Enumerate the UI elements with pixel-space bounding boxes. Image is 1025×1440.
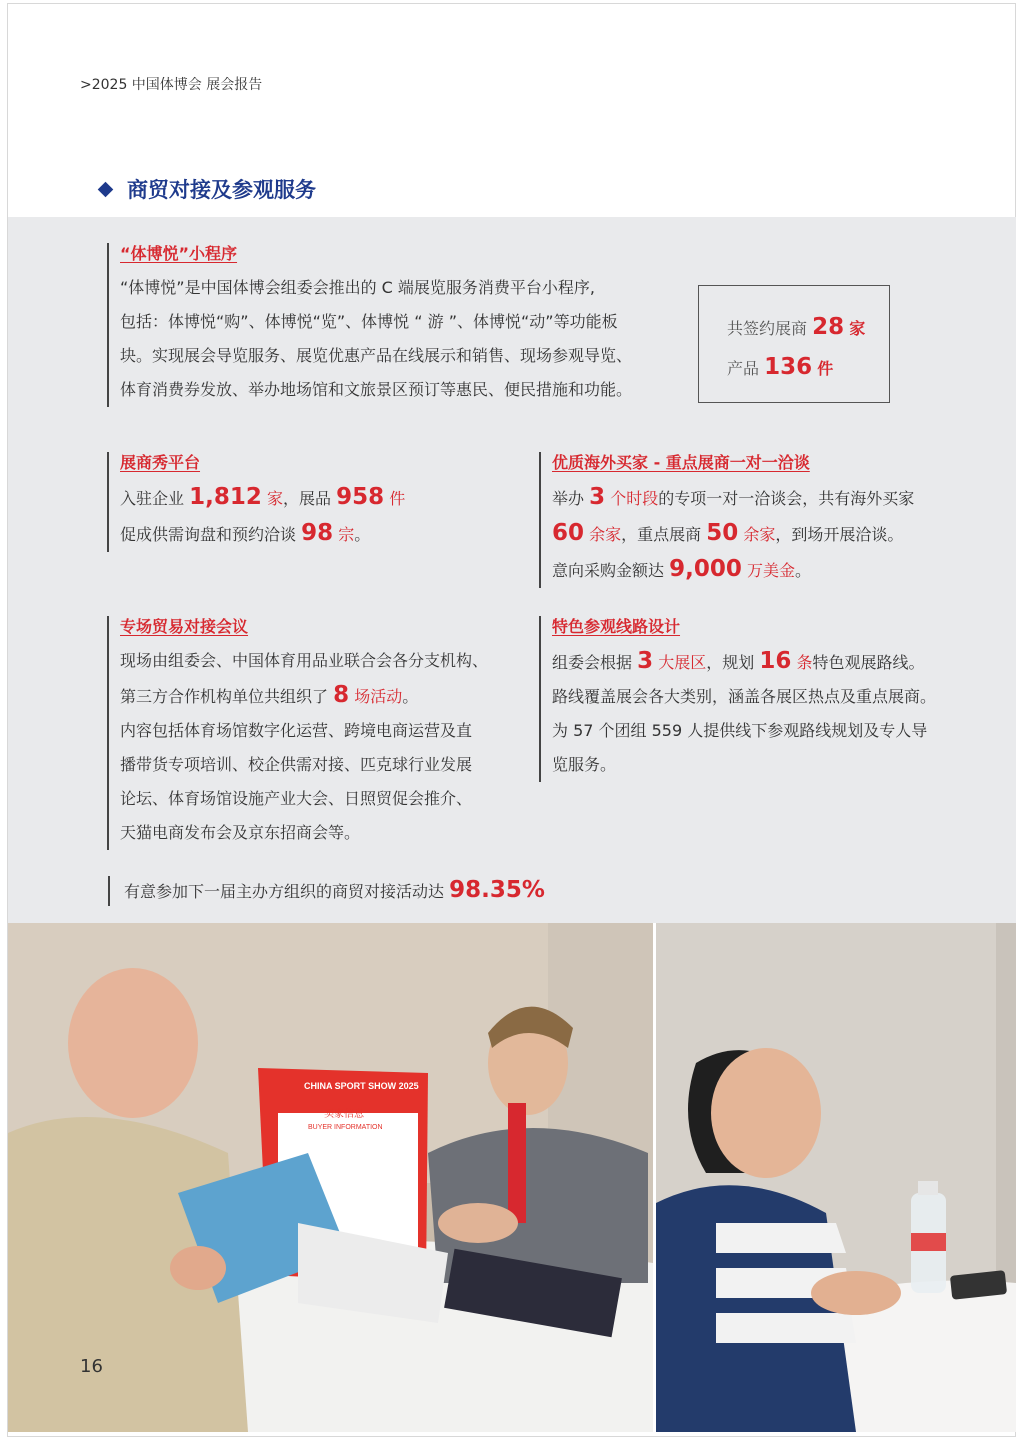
stat-exhibitors: 共签约展商 28 家 (727, 314, 866, 340)
trade-meeting-line: 现场由组委会、中国体育用品业联合会各分支机构、 (120, 651, 489, 670)
showcase-block (107, 452, 405, 552)
page-number: 16 (80, 1356, 103, 1377)
routes-line: 路线覆盖展会各大类别，涵盖各展区热点及重点展商。 (552, 687, 937, 706)
meeting-photo (8, 923, 653, 1432)
section-heading (100, 174, 316, 204)
buyers-title: 优质海外买家 - 重点展商一对一洽谈 (552, 453, 810, 472)
trade-meeting-line: 天猫电商发布会及京东招商会等。 (120, 823, 361, 842)
buyers-line-2: 60 余家，重点展商 50 余家，到场开展洽谈。 (552, 520, 904, 546)
mini-program-line: 包括：体博悦“购”、体博悦“览”、体博悦 “ 游 ”、体博悦“动”等功能板 (120, 312, 618, 331)
footnote: 有意参加下一届主办方组织的商贸对接活动达 98.35% (108, 876, 545, 906)
trade-meeting-line: 内容包括体育场馆数字化运营、跨境电商运营及直 (120, 721, 473, 740)
showcase-line-1: 入驻企业 1,812 家，展品 958 件 (120, 484, 406, 510)
routes-line-1: 组委会根据 3 大展区，规划 16 条特色观展路线。 (552, 648, 925, 674)
mini-program-line: 体育消费券发放、举办地场馆和文旅景区预订等惠民、便民措施和功能。 (120, 380, 633, 399)
section-title: 商贸对接及参观服务 (127, 178, 316, 202)
trade-meeting-line: 论坛、体育场馆设施产业大会、日照贸促会推介、 (120, 789, 473, 808)
trade-meeting-title: 专场贸易对接会议 (120, 617, 249, 636)
buyers-line-3: 意向采购金额达 9,000 万美金。 (552, 556, 811, 582)
listener-photo-illustration (656, 923, 1016, 1432)
trade-meeting-line: 第三方合作机构单位共组织了 8 场活动。 (120, 682, 419, 708)
showcase-title: 展商秀平台 (120, 453, 201, 472)
breadcrumb: >2025 中国体博会 展会报告 (80, 77, 263, 93)
stat-products: 产品 136 件 (727, 354, 834, 380)
stats-box (698, 285, 890, 403)
routes-line: 为 57 个团组 559 人提供线下参观路线规划及专人导 (552, 721, 928, 740)
diamond-bullet-icon (98, 181, 114, 197)
mini-program-line: “体博悦”是中国体博会组委会推出的 C 端展览服务消费平台小程序, (120, 278, 596, 297)
meeting-photo-illustration (8, 923, 653, 1432)
routes-line: 览服务。 (552, 755, 617, 774)
sign-brand: CHINA SPORT SHOW 2025 (304, 1081, 419, 1091)
listener-photo (656, 923, 1016, 1432)
routes-title: 特色参观线路设计 (552, 617, 681, 636)
buyers-line-1: 举办 3 个时段的专项一对一洽谈会，共有海外买家 (552, 484, 915, 510)
sign-cn: 买家信息 (324, 1109, 364, 1120)
mini-program-title: “体博悦”小程序 (120, 244, 238, 263)
mini-program-block (107, 243, 632, 407)
buyers-block (539, 452, 914, 588)
mini-program-line: 块。实现展会导览服务、展览优惠产品在线展示和销售、现场参观导览、 (120, 346, 633, 365)
showcase-line-2: 促成供需询盘和预约洽谈 98 宗。 (120, 520, 371, 546)
trade-meeting-block (107, 616, 488, 850)
trade-meeting-line: 播带货专项培训、校企供需对接、匹克球行业发展 (120, 755, 473, 774)
sign-en: BUYER INFORMATION (308, 1124, 383, 1131)
routes-block (539, 616, 936, 782)
